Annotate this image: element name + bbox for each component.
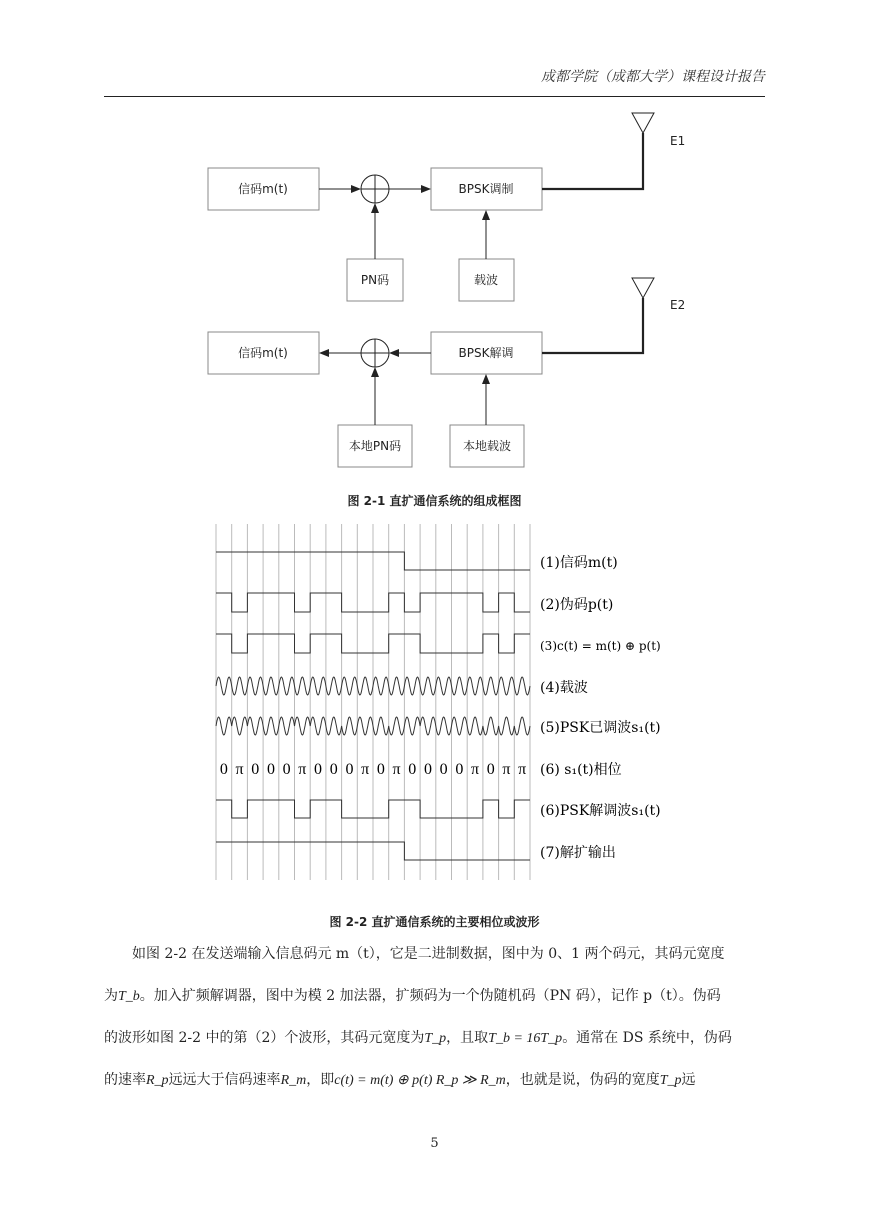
carrier-label: 载波 <box>473 273 499 287</box>
wave-label-5: (5)PSK已调波s₁(t) <box>540 720 661 736</box>
text-span: ，即 <box>306 1072 335 1088</box>
wave-label-1: (1)信码m(t) <box>540 555 618 571</box>
wave-label-2: (2)伪码p(t) <box>540 597 614 613</box>
body-paragraph-line-4 <box>104 1070 765 1091</box>
phase-label: 0 <box>439 761 448 778</box>
text-span: 远远大于信码速率 <box>168 1072 281 1088</box>
math-tb-eq: T_b = 16T_p <box>488 1031 563 1046</box>
phase-label: π <box>235 761 244 778</box>
text-span: 的波形如图 2-2 中的第（2）个波形，其码元宽度为 <box>104 1030 425 1046</box>
page-header: 成都学院（成都大学）课程设计报告 <box>541 69 765 85</box>
figure-2-1-block-diagram <box>0 0 869 490</box>
text-span: 的速率 <box>104 1072 146 1088</box>
phase-label: 0 <box>408 761 417 778</box>
text-span: 为 <box>104 988 118 1004</box>
wave-label-3: (3)c(t) = m(t) ⊕ p(t) <box>540 639 661 653</box>
phase-label: π <box>471 761 480 778</box>
wave-label-6: (6) s₁(t)相位 <box>540 762 622 778</box>
antenna-e2-icon <box>632 278 654 298</box>
wave-label-4: (4)载波 <box>540 680 588 696</box>
math-tp: T_p <box>659 1073 682 1088</box>
phase-label: 0 <box>486 761 495 778</box>
phase-label: 0 <box>219 761 228 778</box>
text-span: 。加入扩频解调器，图中为模 2 加法器，扩频码为一个伪随机码（PN 码），记作 p（t）。伪码 <box>139 988 721 1004</box>
body-paragraph-line-3 <box>104 1028 765 1049</box>
wave-label-7: (6)PSK解调波s₁(t) <box>540 803 661 819</box>
msg-rx-label: 信码m(t) <box>238 346 288 360</box>
figure-2-2-caption: 图 2-2 直扩通信系统的主要相位或波形 <box>329 915 540 929</box>
local-pn-label: 本地PN码 <box>348 439 402 453</box>
phase-label: 0 <box>455 761 464 778</box>
antenna-e1-label: E1 <box>670 134 686 148</box>
body-paragraph-line-2 <box>104 986 765 1007</box>
text-span: ，也就是说，伪码的宽度 <box>505 1072 660 1088</box>
figure-2-2-waveforms <box>0 520 869 900</box>
math-tb: T_b <box>118 989 140 1004</box>
text-span: 远 <box>681 1072 696 1088</box>
phase-label: 0 <box>423 761 432 778</box>
msg-tx-label: 信码m(t) <box>238 182 288 196</box>
phase-label: 0 <box>266 761 275 778</box>
figure-2-1-caption: 图 2-1 直扩通信系统的组成框图 <box>347 494 522 508</box>
bpsk-mod-label: BPSK调制 <box>458 182 514 196</box>
math-rm: R_m <box>280 1073 307 1088</box>
phase-label: π <box>298 761 307 778</box>
phase-label: 0 <box>251 761 260 778</box>
antenna-e1-icon <box>632 113 654 133</box>
waveform-grid <box>216 524 530 880</box>
wave-label-8: (7)解扩输出 <box>540 845 616 861</box>
antenna-e2-label: E2 <box>670 298 686 312</box>
page-number: 5 <box>430 1136 439 1151</box>
math-c-eq: c(t) = m(t) ⊕ p(t) R_p ≫ R_m <box>334 1073 506 1088</box>
phase-label: π <box>392 761 401 778</box>
phase-label: 0 <box>314 761 323 778</box>
text-span: 。通常在 DS 系统中，伪码 <box>562 1030 732 1046</box>
math-tp: T_p <box>424 1031 447 1046</box>
body-paragraph-line-1: 如图 2-2 在发送端输入信息码元 m（t），它是二进制数据，图中为 0、1 两个码元，其码元宽度 <box>132 946 725 962</box>
phase-label: π <box>361 761 370 778</box>
phase-label: 0 <box>376 761 385 778</box>
pn-label: PN码 <box>360 273 390 287</box>
bpsk-demod-label: BPSK解调 <box>458 346 514 360</box>
phase-label: 0 <box>282 761 291 778</box>
phase-label: 0 <box>329 761 338 778</box>
text-span: ，且取 <box>446 1030 489 1046</box>
phase-label: π <box>502 761 511 778</box>
math-rp: R_p <box>146 1073 169 1088</box>
local-carrier-label: 本地载波 <box>462 439 512 453</box>
phase-label: π <box>518 761 527 778</box>
phase-label: 0 <box>345 761 354 778</box>
